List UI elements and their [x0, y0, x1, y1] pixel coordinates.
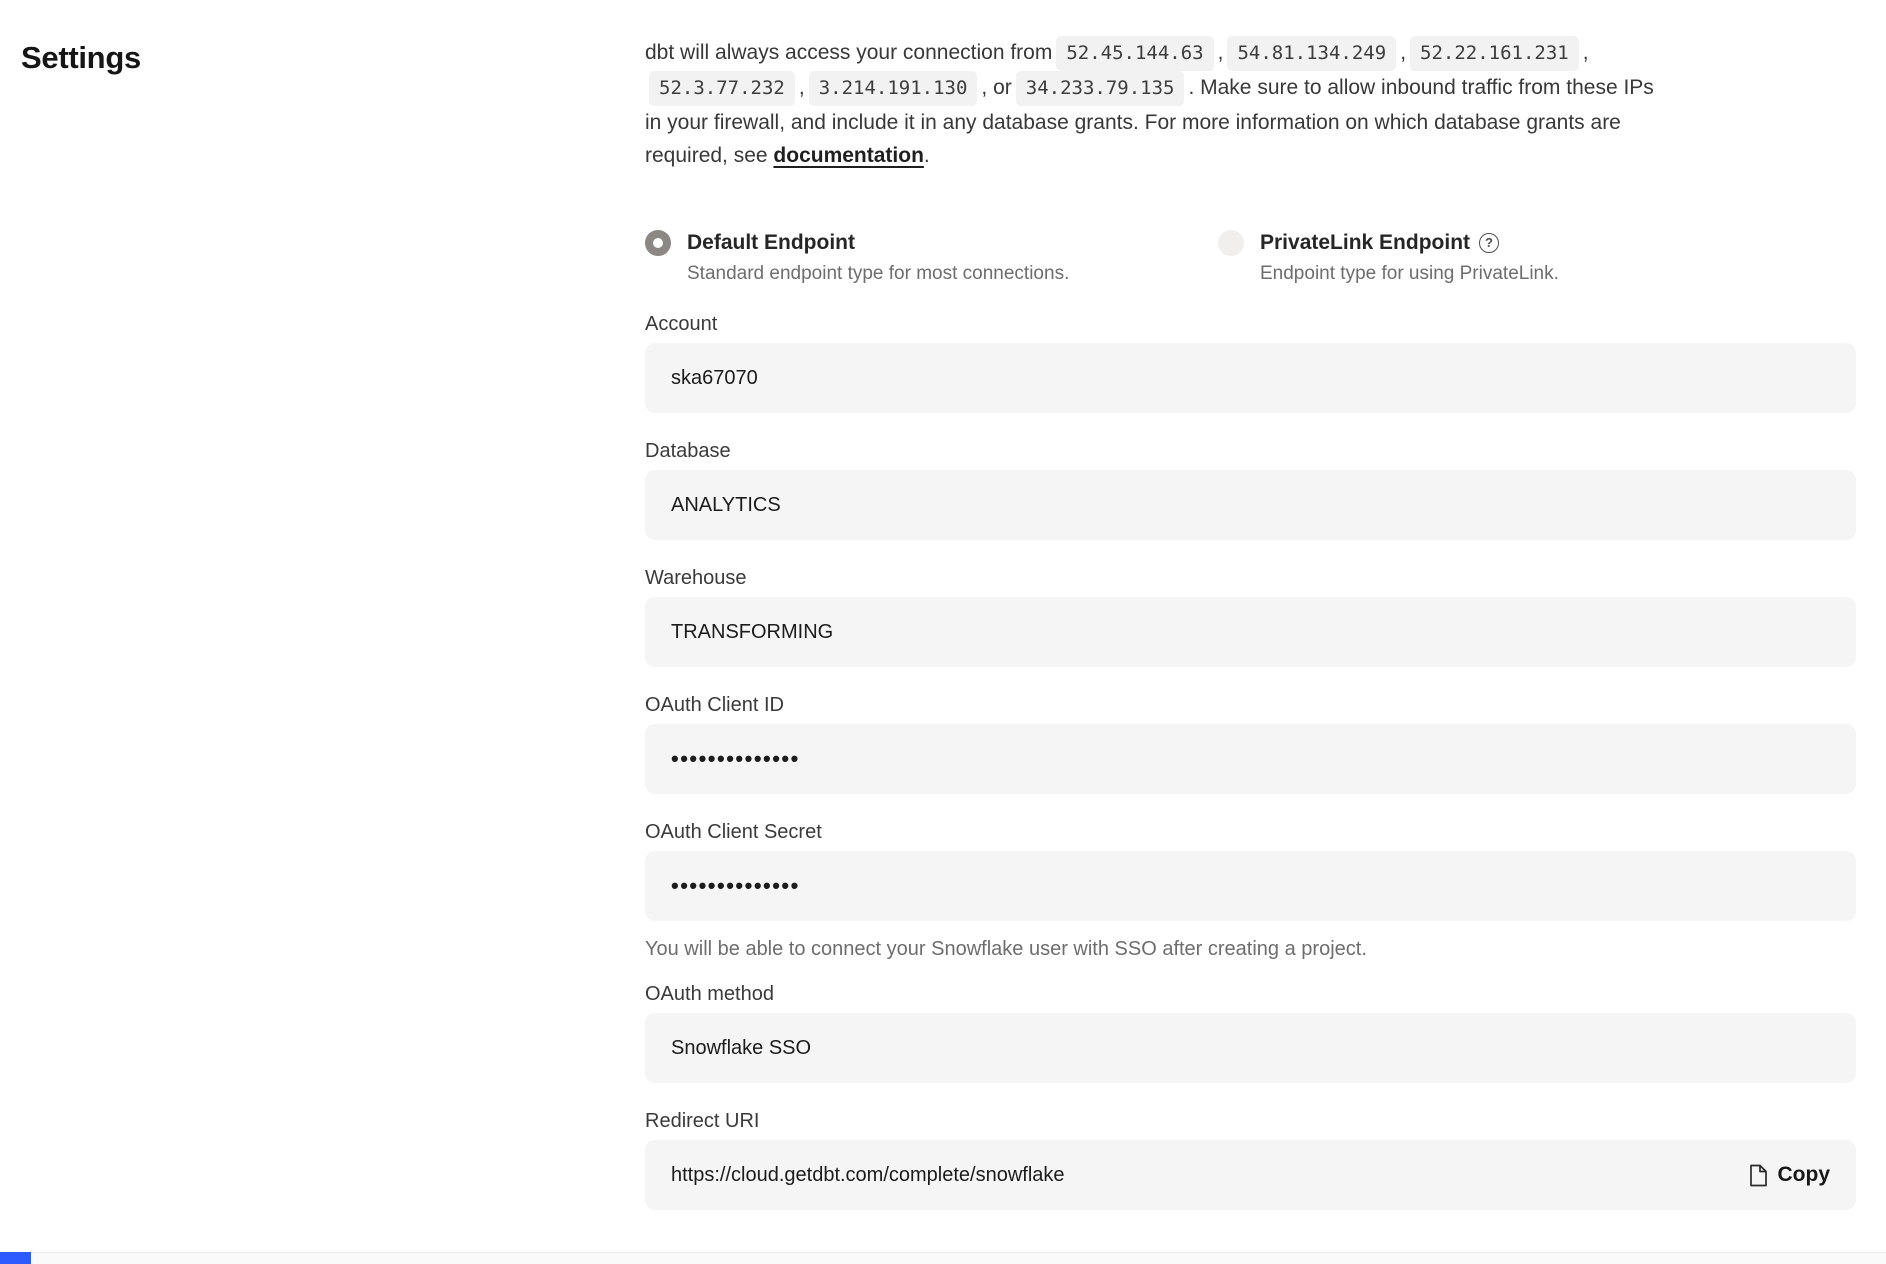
help-icon[interactable]: ? [1479, 233, 1499, 253]
account-label: Account [645, 313, 718, 335]
oauth-client-id-field-group [645, 693, 1856, 794]
default-endpoint-option[interactable] [645, 230, 1218, 286]
oauth-method-label: OAuth method [645, 983, 774, 1005]
database-input[interactable]: ANALYTICS [645, 470, 1856, 540]
ip-address-chip: 52.45.144.63 [1056, 36, 1213, 71]
copy-button[interactable] [1749, 1163, 1831, 1187]
redirect-uri-readonly-field [645, 1140, 1856, 1210]
oauth-client-secret-input[interactable]: •••••••••••••• [645, 851, 1856, 921]
oauth-method-select[interactable]: Snowflake SSO [645, 1013, 1856, 1083]
comma: , [1400, 41, 1407, 64]
oauth-client-id-label: OAuth Client ID [645, 694, 784, 716]
oauth-client-id-input[interactable]: •••••••••••••• [645, 724, 1856, 794]
comma: , [1582, 41, 1589, 64]
copy-icon [1749, 1164, 1768, 1187]
radio-unselected-icon[interactable] [1218, 230, 1244, 256]
or-text: , or [981, 76, 1012, 99]
account-input[interactable]: ska67070 [645, 343, 1856, 413]
intro-text: . Make sure to allow inbound traffic from these IPs [1188, 76, 1654, 99]
oauth-method-field-group [645, 982, 1856, 1083]
intro-text: required, see [645, 144, 774, 167]
warehouse-field-group [645, 566, 1856, 667]
ip-address-chip: 3.214.191.130 [809, 71, 978, 106]
copy-button-label: Copy [1777, 1163, 1830, 1186]
intro-text: in your firewall, and include it in any database grants. For more information on which database grants are [645, 111, 1621, 134]
oauth-client-secret-field-group [645, 820, 1856, 962]
progress-indicator [0, 1252, 31, 1264]
default-endpoint-description: Standard endpoint type for most connections. [687, 263, 1070, 284]
database-label: Database [645, 440, 731, 462]
database-field-group [645, 439, 1856, 540]
redirect-uri-value: https://cloud.getdbt.com/complete/snowflake [671, 1163, 1065, 1186]
warehouse-input[interactable]: TRANSFORMING [645, 597, 1856, 667]
ip-address-chip: 54.81.134.249 [1227, 36, 1396, 71]
redirect-uri-label: Redirect URI [645, 1110, 760, 1132]
comma: , [1217, 41, 1224, 64]
page-title: Settings [21, 40, 141, 75]
documentation-link[interactable]: documentation [773, 144, 924, 167]
oauth-client-secret-label: OAuth Client Secret [645, 821, 822, 843]
default-endpoint-label: Default Endpoint [687, 231, 855, 254]
radio-selected-icon[interactable] [645, 230, 671, 256]
endpoint-type-group [645, 230, 1856, 286]
comma: , [798, 76, 805, 99]
ip-allowlist-paragraph [645, 36, 1856, 172]
ip-address-chip: 52.3.77.232 [649, 71, 795, 106]
redirect-uri-field-group [645, 1109, 1856, 1210]
privatelink-endpoint-description: Endpoint type for using PrivateLink. [1260, 263, 1559, 284]
warehouse-label: Warehouse [645, 567, 747, 589]
footer-bar [0, 1252, 1886, 1264]
sso-helper-text: You will be able to connect your Snowflake user with SSO after creating a project. [645, 938, 1367, 960]
intro-text: dbt will always access your connection from [645, 41, 1053, 64]
privatelink-endpoint-label: PrivateLink Endpoint [1260, 231, 1471, 254]
intro-text: . [923, 144, 930, 167]
ip-address-chip: 52.22.161.231 [1410, 36, 1579, 71]
ip-address-chip: 34.233.79.135 [1016, 71, 1185, 106]
account-field-group [645, 312, 1856, 413]
privatelink-endpoint-option[interactable] [1218, 230, 1559, 286]
settings-panel [645, 36, 1856, 1210]
